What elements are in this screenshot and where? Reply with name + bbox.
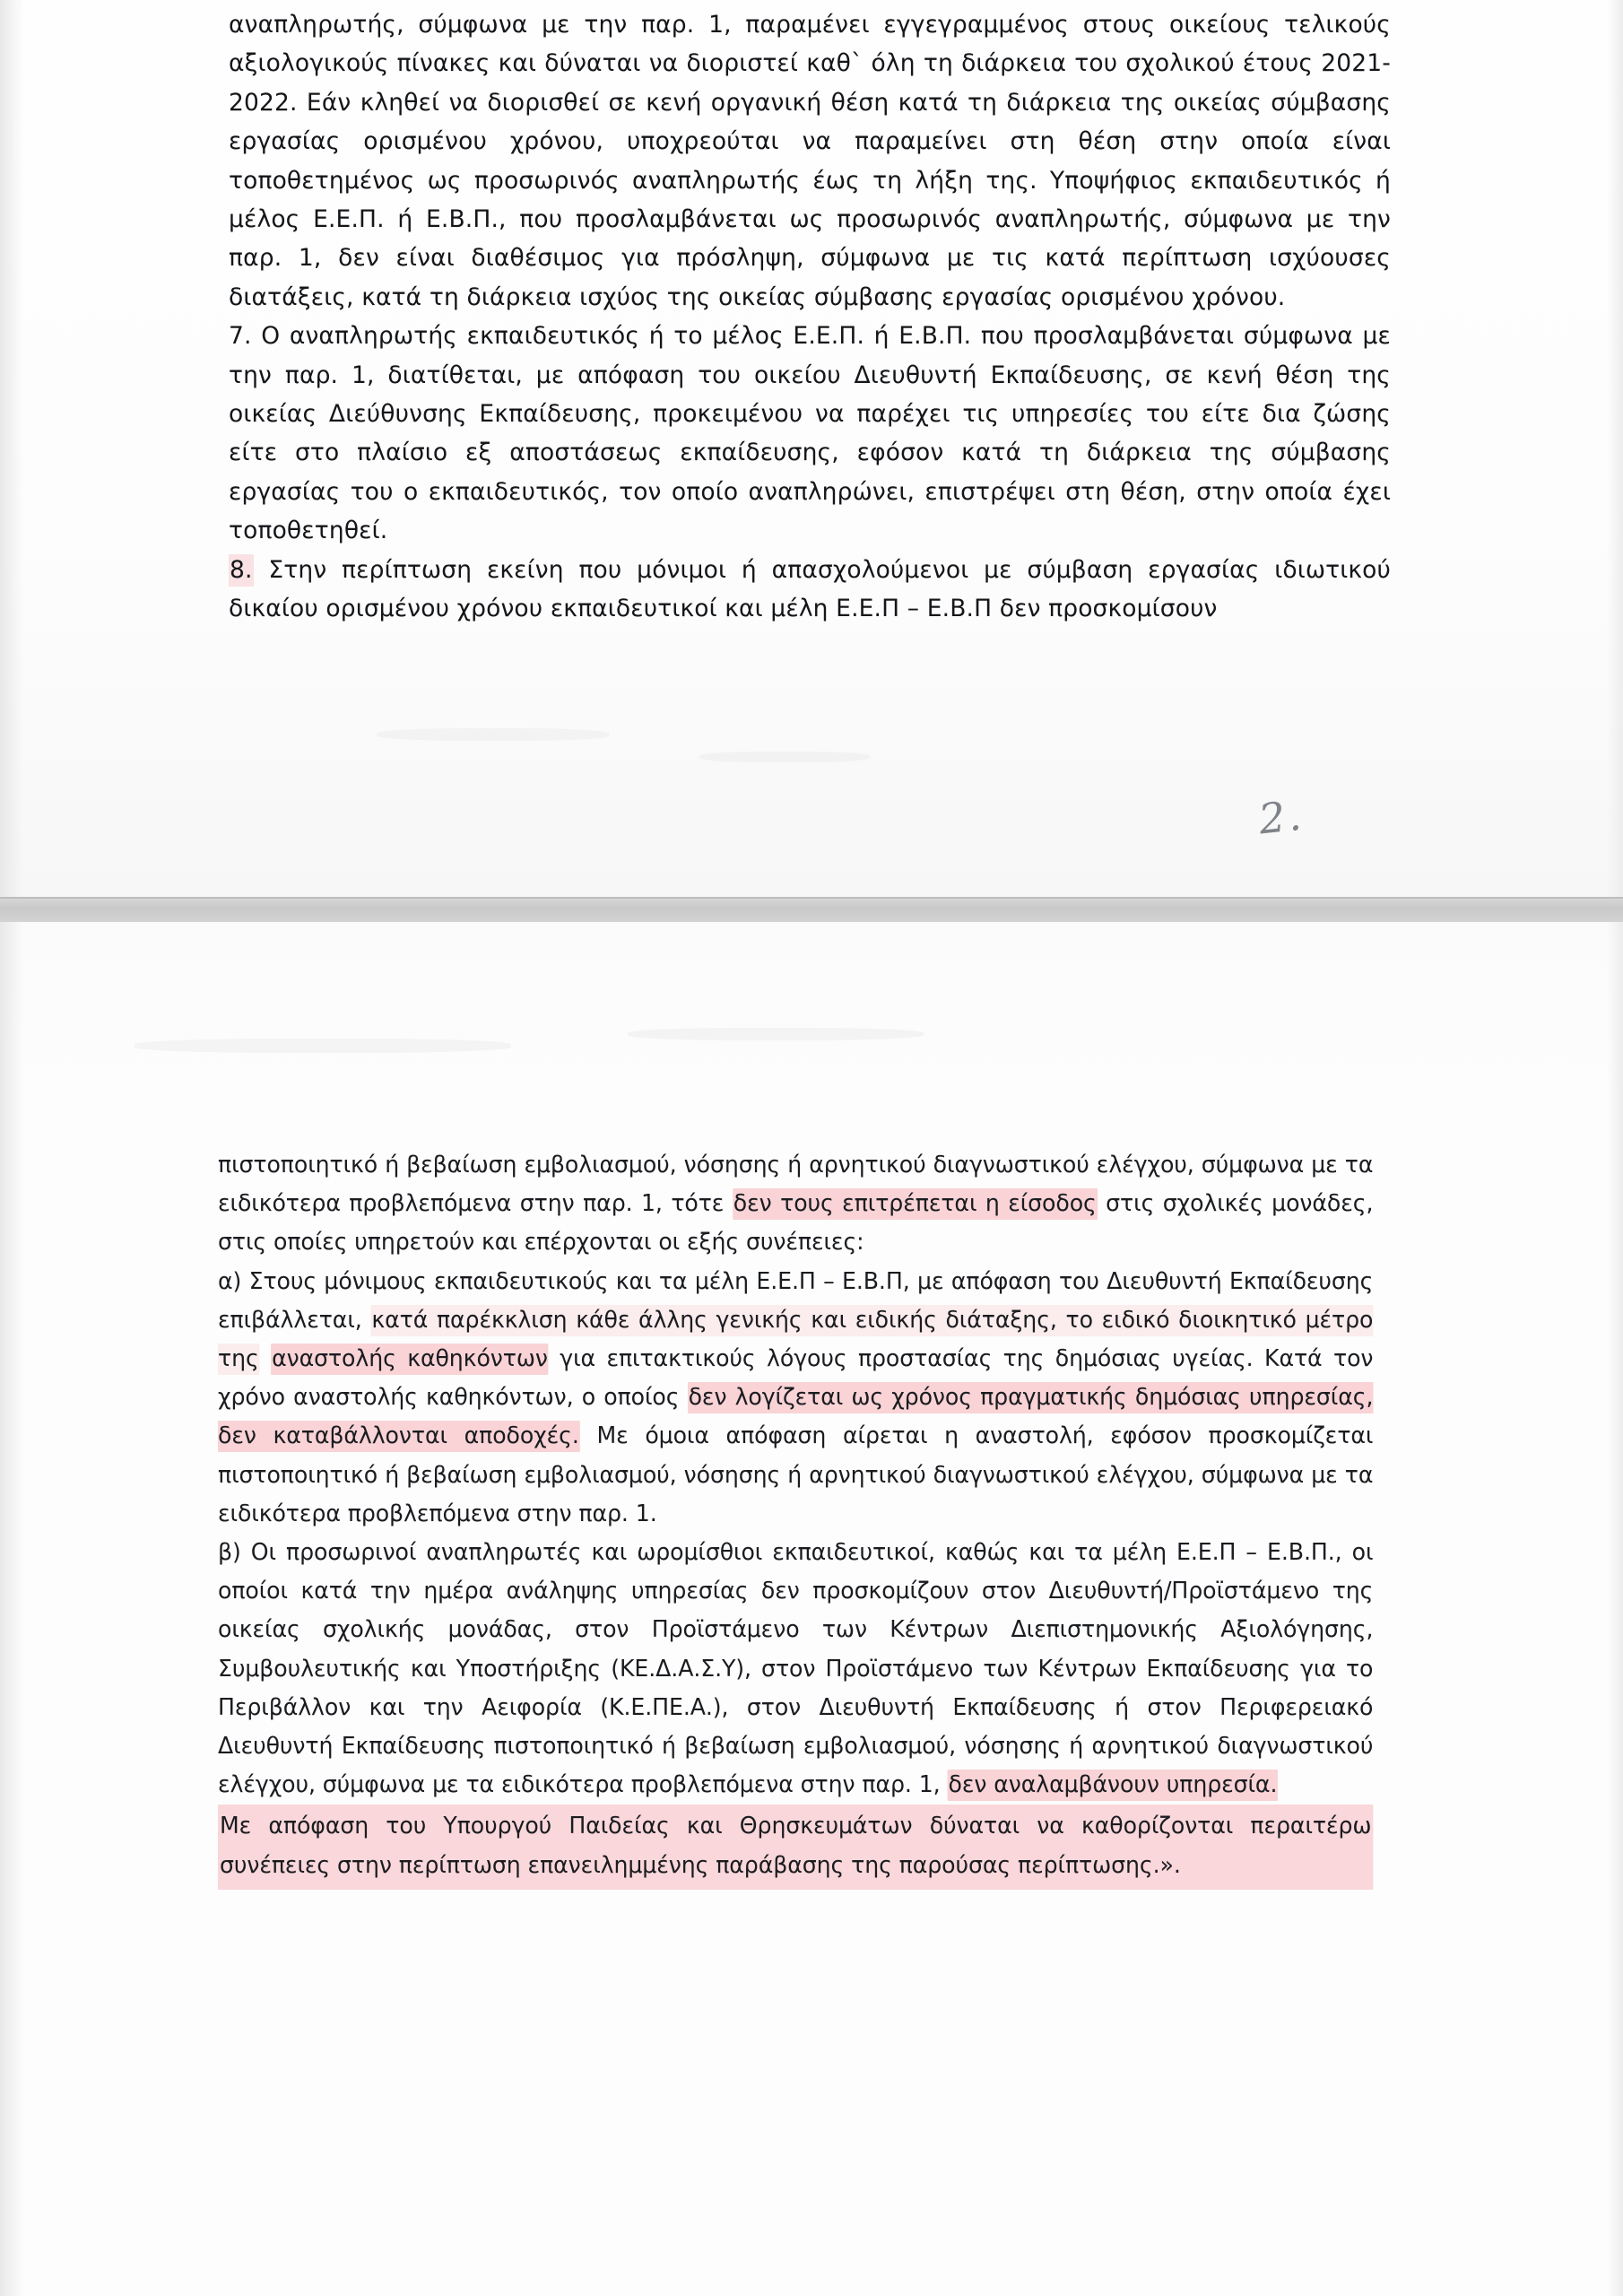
- handwritten-page-number: 2.: [1256, 790, 1306, 844]
- paragraph-beta: β) Οι προσωρινοί αναπληρωτές και ωρομίσθιοι εκπαιδευτικοί, καθώς και τα μέλη Ε.Ε.Π – Ε.Β.Π., οι οποίοι κατά την ημέρα ανάληψης υπηρεσίας δεν προσκομίζουν στον Διευθυντή/Προϊστάμενο της οικείας σχολικής μονάδας, στον Προϊστάμενο των Κέντρων Διεπιστημονικής Αξιολόγησης, Συμβουλευτικής και Υποστήριξης (ΚΕ.Δ.Α.Σ.Υ), στον Προϊστάμενο των Κέντρων Εκπαίδευσης για το Περιβάλλον και την Αειφορία (Κ.Ε.ΠΕ.Α.), στον Διευθυντή Εκπαίδευσης ή στον Περιφερειακό Διευθυντή Εκπαίδευσης πιστοποιητικό ή βεβαίωση εμβολιασμού, νόσησης ή αρνητικού διαγνωστικού ελέγχου, σύμφωνα με τα ειδικότερα προβλεπόμενα στην παρ. 1, δεν αναλαμβάνουν υπηρεσία.: [218, 1534, 1373, 1805]
- paragraph-8: 8. Στην περίπτωση εκείνη που μόνιμοι ή απασχολούμενοι με σύμβαση εργασίας ιδιωτικού δικαίου ορισμένου χρόνου εκπαιδευτικοί και μέλη Ε.Ε.Π – Ε.Β.Π δεν προσκομίσουν: [229, 555, 1391, 623]
- highlighted-text: δεν αναλαμβάνουν υπηρεσία.: [948, 1770, 1279, 1801]
- highlighted-text: δεν λογίζεται ως χρόνος πραγματικής δημόσιας υπηρεσίας, δεν καταβάλλονται αποδοχές.: [218, 1382, 1373, 1452]
- paragraph-final-highlighted: Με απόφαση του Υπουργού Παιδείας και Θρησκευμάτων δύναται να καθορίζονται περαιτέρω συνέπειες στην περίπτωση επανειλημμένης παράβασης της παρούσας περίπτωσης.».: [218, 1805, 1373, 1889]
- highlighted-text: 8.: [229, 554, 254, 587]
- highlighted-text: κατά παρέκκλιση κάθε άλλης γενικής και ειδικής διάταξης, το ειδικό διοικητικό μέτρο της: [218, 1305, 1373, 1375]
- scan-smudge: [628, 1028, 924, 1040]
- paragraph-8-continued: πιστοποιητικό ή βεβαίωση εμβολιασμού, νόσησης ή αρνητικού διαγνωστικού ελέγχου, σύμφωνα με τα ειδικότερα προβλεπόμενα στην παρ. 1, τότε δεν τους επιτρέπεται η είσοδος στις σχολικές μονάδες, στις οποίες υπηρετούν και επέρχονται οι εξής συνέπειες:: [218, 1152, 1374, 1257]
- scanned-page-bottom: [0, 922, 1623, 2296]
- paragraph-continued: αναπληρωτής, σύμφωνα με την παρ. 1, παραμένει εγγεγραμμένος στους οικείους τελικούς αξιολογικούς πίνακες και δύναται να διοριστεί καθ` όλη τη διάρκεια του σχολικού έτους 2021-2022. Εάν κληθεί να διορισθεί σε κενή οργανική θέση κατά τη διάρκεια της οικείας σύμβασης εργασίας ορισμένου χρόνου, υποχρεούται να παραμείνει στη θέση στην οποία είναι τοποθετημένος ως προσωρινός αναπληρωτής έως τη λήξη της. Υποψήφιος εκπαιδευτικός ή μέλος Ε.Ε.Π. ή Ε.Β.Π., που προσλαμβάνεται ως προσωρινός αναπληρωτής, σύμφωνα με την παρ. 1, δεν είναι διαθέσιμος για πρόσληψη, σύμφωνα με τις κατά περίπτωση ισχύουσες διατάξεις, κατά τη διάρκεια ισχύος της οικείας σύμβασης εργασίας ορισμένου χρόνου.: [229, 11, 1391, 311]
- scan-smudge: [377, 728, 610, 741]
- highlighted-text: αναστολής καθηκόντων: [271, 1344, 549, 1375]
- page-separator-band: [0, 897, 1623, 922]
- scan-shadow-right: [1607, 0, 1623, 897]
- scanned-page-top: [0, 0, 1623, 897]
- scan-smudge: [135, 1039, 511, 1053]
- scan-shadow-right: [1607, 922, 1623, 2296]
- highlighted-text: δεν τους επιτρέπεται η είσοδος: [733, 1188, 1098, 1220]
- scan-smudge: [699, 752, 870, 762]
- separator-hairline: [0, 897, 1623, 899]
- paragraph-7: 7. Ο αναπληρωτής εκπαιδευτικός ή το μέλος Ε.Ε.Π. ή Ε.Β.Π. που προσλαμβάνεται σύμφωνα με την παρ. 1, διατίθεται, με απόφαση του οικείου Διευθυντή Εκπαίδευσης, σε κενή θέση της οικείας Διεύθυνσης Εκπαίδευσης, προκειμένου να παρέχει τις υπηρεσίες του είτε δια ζώσης είτε στο πλαίσιο εξ αποστάσεως εκπαίδευσης, εφόσον κατά τη διάρκεια της σύμβασης εργασίας του ο εκπαιδευτικός, τον οποίο αναπληρώνει, επιστρέψει στη θέση, στην οποία έχει τοποθετηθεί.: [229, 322, 1391, 545]
- document-text-bottom: [218, 1146, 1391, 1890]
- document-text-top: [229, 5, 1391, 629]
- scan-shadow-left: [0, 0, 23, 897]
- scan-shadow-left: [0, 922, 23, 2296]
- paragraph-alpha: α) Στους μόνιμους εκπαιδευτικούς και τα μέλη Ε.Ε.Π – Ε.Β.Π, με απόφαση του Διευθυντή Εκπαίδευσης επιβάλλεται, κατά παρέκκλιση κάθε άλλης γενικής και ειδικής διάταξης, το ειδικό διοικητικό μέτρο της αναστολής καθηκόντων για επιτακτικούς λόγους προστασίας της δημόσιας υγείας. Κατά τον χρόνο αναστολής καθηκόντων, ο οποίος δεν λογίζεται ως χρόνος πραγματικής δημόσιας υπηρεσίας, δεν καταβάλλονται αποδοχές. Με όμοια απόφαση αίρεται η αναστολή, εφόσον προσκομίζεται πιστοποιητικό ή βεβαίωση εμβολιασμού, νόσησης ή αρνητικού διαγνωστικού ελέγχου, σύμφωνα με τα ειδικότερα προβλεπόμενα στην παρ. 1.: [218, 1267, 1374, 1527]
